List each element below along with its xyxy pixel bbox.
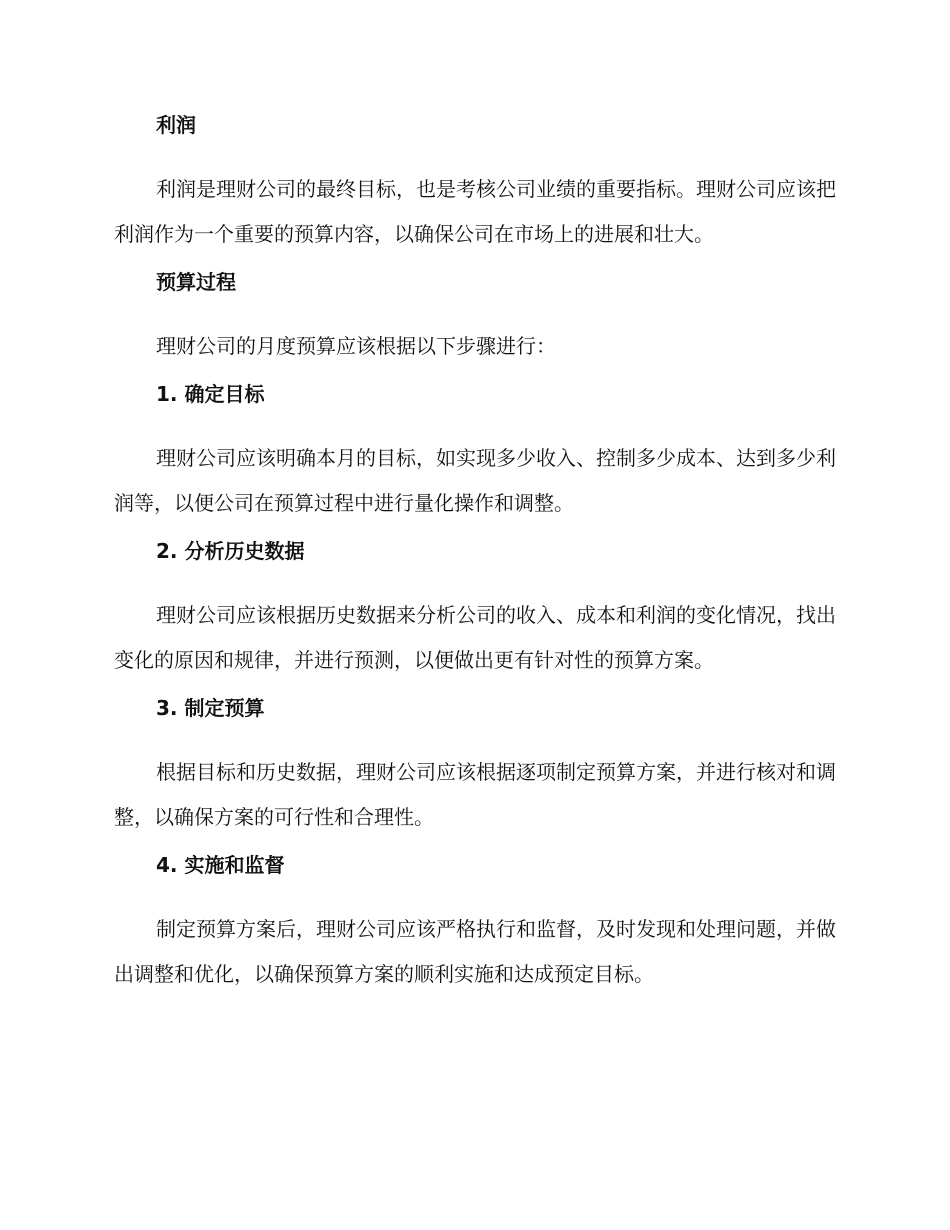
paragraph-profit: 利润是理财公司的最终目标，也是考核公司业绩的重要指标。理财公司应该把利润作为一个重要的预算内容，以确保公司在市场上的进展和壮大。 — [114, 177, 836, 246]
step-heading-set-goals: 1. 确定目标 — [156, 382, 265, 406]
paragraph-budget-process-intro: 理财公司的月度预算应该根据以下步骤进行： — [156, 334, 556, 358]
step-heading-analyze-history: 2. 分析历史数据 — [156, 539, 305, 563]
section-heading-budget-process: 预算过程 — [156, 270, 236, 294]
paragraph-implement-supervise: 制定预算方案后，理财公司应该严格执行和监督，及时发现和处理问题，并做出调整和优化，以确保预算方案的顺利实施和达成预定目标。 — [114, 917, 836, 986]
paragraph-make-budget: 根据目标和历史数据，理财公司应该根据逐项制定预算方案，并进行核对和调整，以确保方案的可行性和合理性。 — [114, 760, 836, 829]
section-heading-profit: 利润 — [156, 113, 196, 137]
step-heading-make-budget: 3. 制定预算 — [156, 696, 265, 720]
paragraph-set-goals: 理财公司应该明确本月的目标，如实现多少收入、控制多少成本、达到多少利润等，以便公司在预算过程中进行量化操作和调整。 — [114, 446, 836, 515]
step-heading-implement-supervise: 4. 实施和监督 — [156, 853, 285, 877]
paragraph-analyze-history: 理财公司应该根据历史数据来分析公司的收入、成本和利润的变化情况，找出变化的原因和规律，并进行预测，以便做出更有针对性的预算方案。 — [114, 603, 836, 672]
